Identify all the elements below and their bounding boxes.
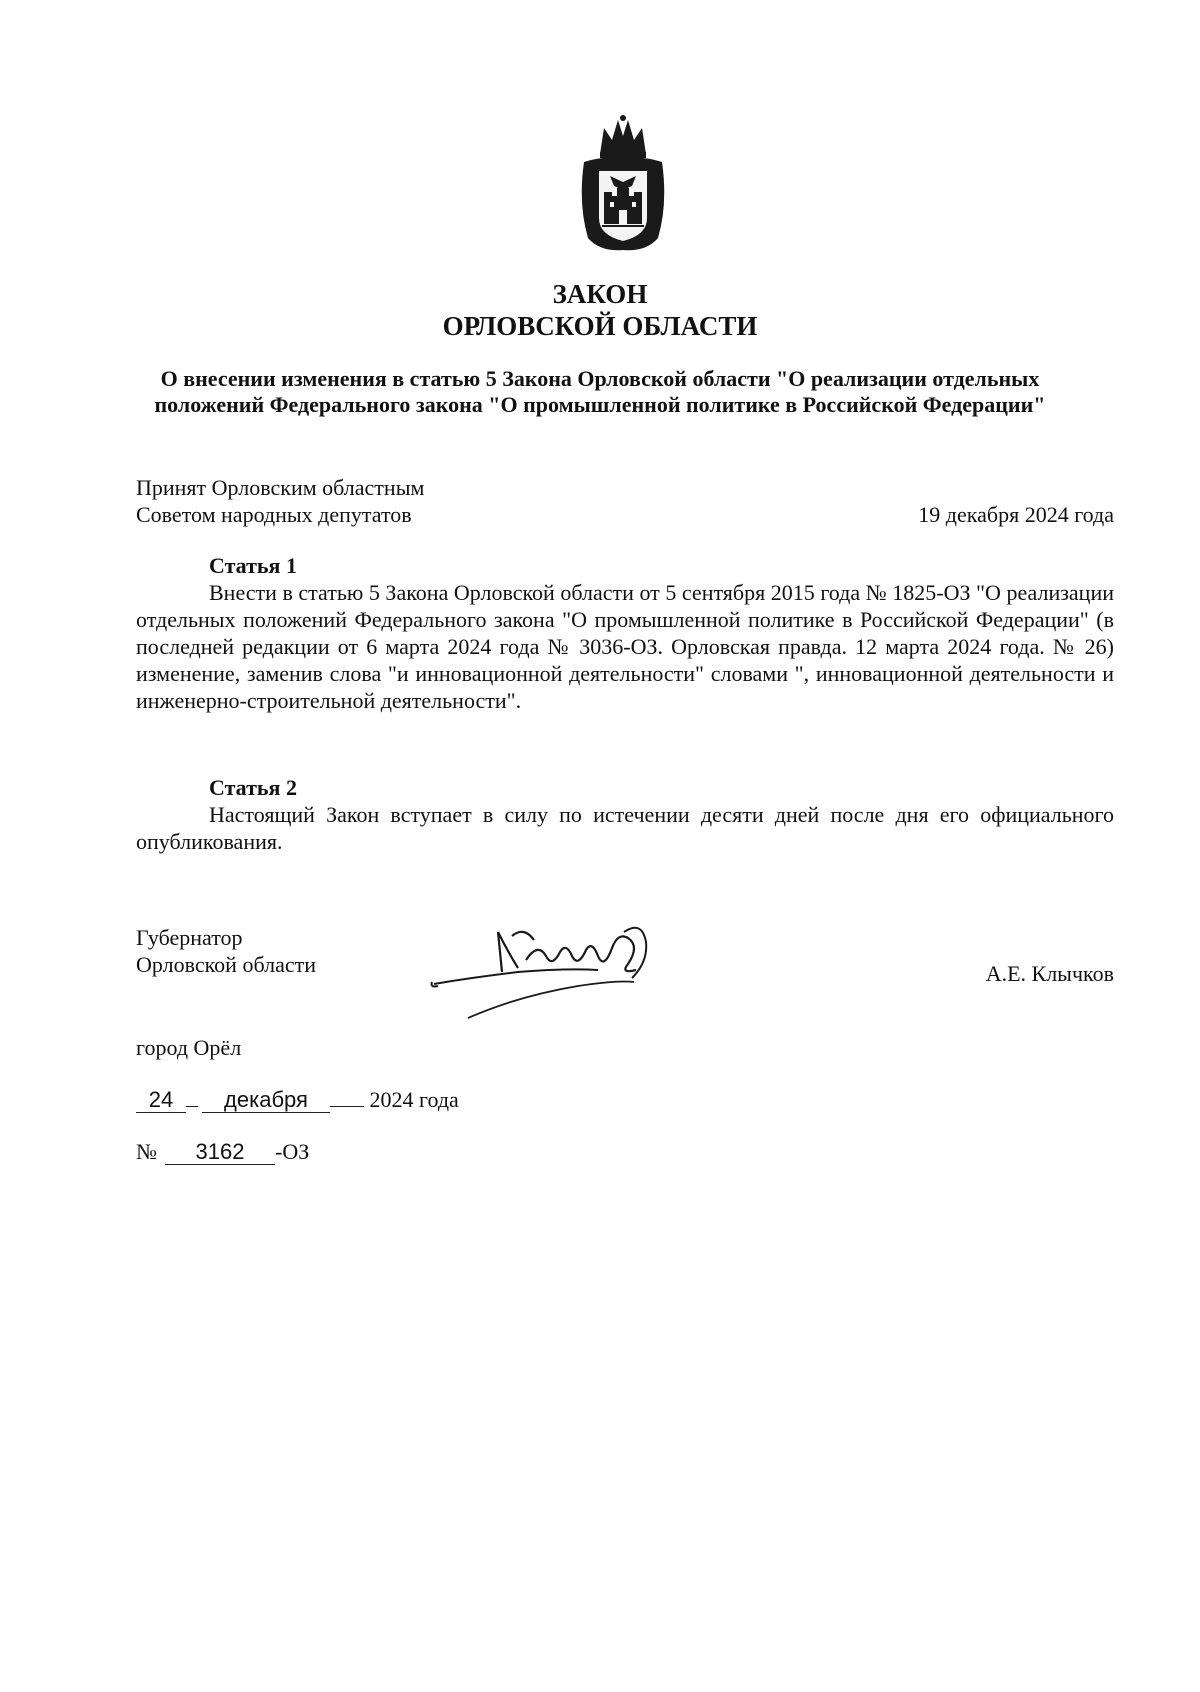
article-2-text: Настоящий Закон вступает в силу по истечении десяти дней после дня его официального опубликования. (136, 802, 1114, 854)
governor-title (136, 924, 316, 978)
law-number-suffix: -ОЗ (275, 1139, 310, 1164)
adopted-by-line-2: Советом народных депутатов (136, 502, 412, 527)
coat-of-arms-icon (570, 114, 676, 254)
article-2-heading: Статья 2 (209, 775, 297, 800)
governor-title-line-1: Губернатор (136, 925, 243, 950)
number-sign: № (136, 1139, 157, 1164)
signing-year: 2024 года (369, 1087, 459, 1112)
adoption-date: 19 декабря 2024 года (918, 502, 1114, 527)
article-1-heading: Статья 1 (209, 553, 297, 578)
adopted-by (136, 474, 424, 528)
adopted-by-line-1: Принят Орловским областным (136, 475, 425, 500)
date-underline-tail (330, 1106, 364, 1107)
signature-icon (428, 912, 668, 1022)
governor-name: А.Е. Клычков (985, 961, 1114, 986)
date-underline-gap (186, 1106, 198, 1107)
law-number (136, 1138, 309, 1165)
governor-title-line-2: Орловской области (136, 952, 316, 977)
document-title: ЗАКОН (552, 279, 648, 309)
signing-city: город Орёл (136, 1035, 242, 1060)
law-number-value: 3162 (165, 1140, 275, 1165)
signing-date (136, 1086, 459, 1113)
law-subject: О внесении изменения в статью 5 Закона Орловской области "О реализации отдельных положений Федерального закона "О промышленной политике в Российской Федерации" (154, 366, 1046, 417)
document-title-region: ОРЛОВСКОЙ ОБЛАСТИ (442, 311, 758, 341)
signing-month: декабря (202, 1088, 330, 1113)
signing-day: 24 (136, 1088, 186, 1113)
article-1-text: Внести в статью 5 Закона Орловской области от 5 сентября 2015 года № 1825-ОЗ "О реализации отдельных положений Федерального закона "О промышленной политике в Российской Федерации" (в последней редакции от 6 марта 2024 года № 3036-ОЗ. Орловская правда. 12 марта 2024 года. № 26) изменение, заменив слова "и инновационной деятельности" словами ", инновационной деятельности и инженерно-строительной деятельности". (136, 580, 1114, 713)
